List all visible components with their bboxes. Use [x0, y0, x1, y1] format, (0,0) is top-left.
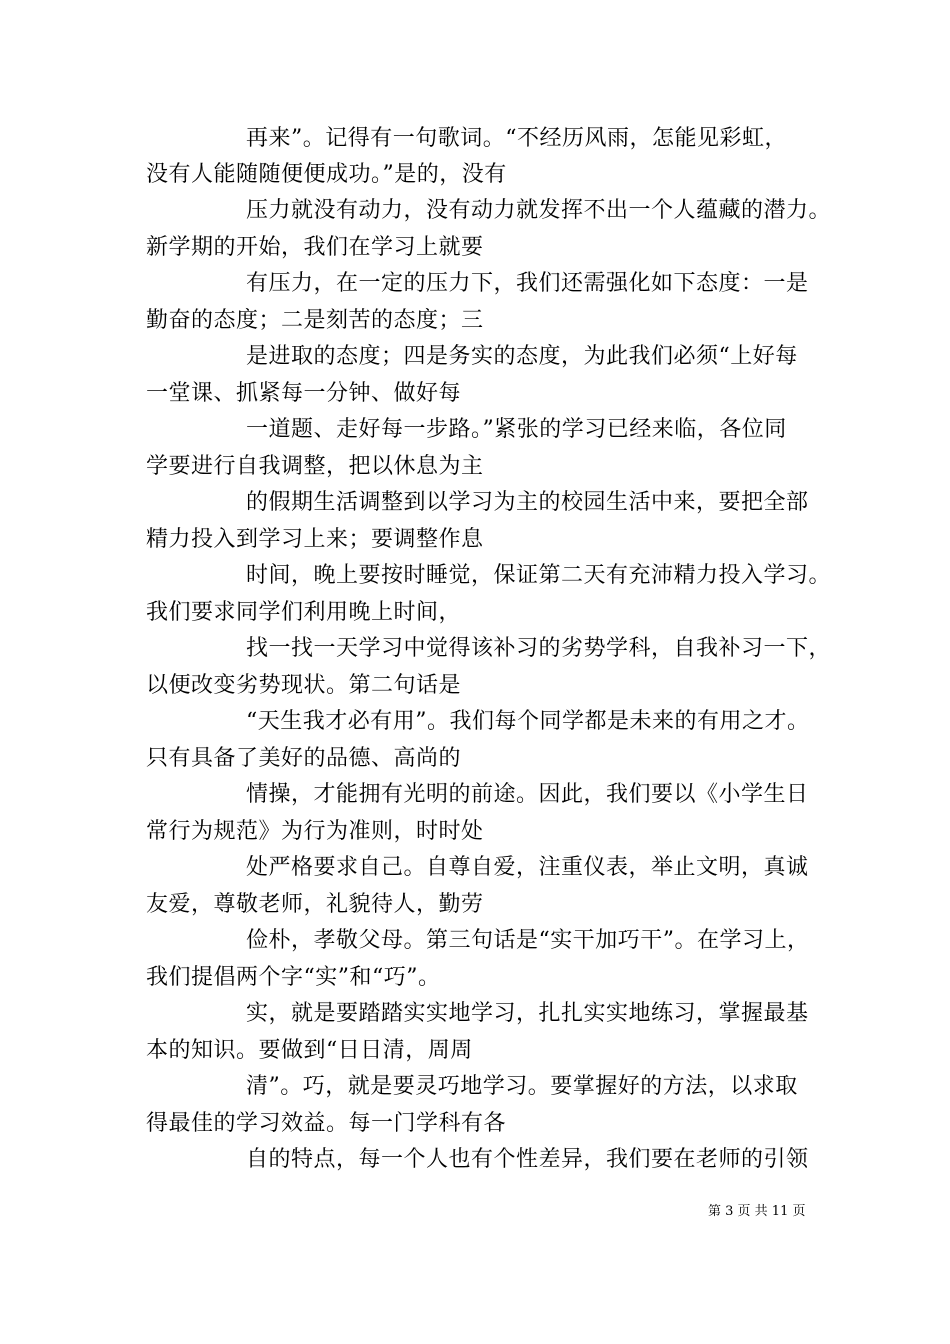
text-line: 友爱，尊敬老师，礼貌待人，勤劳 — [146, 892, 484, 917]
text-line: 处严格要求自己。自尊自爱，注重仪表，举止文明，真诚 — [246, 855, 809, 880]
text-line: 学要进行自我调整，把以休息为主 — [146, 454, 484, 479]
text-line: 一道题、走好每一步路。”紧张的学习已经来临，各位同 — [246, 417, 787, 442]
text-line: 俭朴，孝敬父母。第三句话是“实干加巧干”。在学习上， — [246, 928, 810, 953]
text-line: 以便改变劣势现状。第二句话是 — [146, 673, 462, 698]
page-number-footer: 第 3 页 共 11 页 — [708, 1204, 806, 1219]
text-line: 我们要求同学们利用晚上时间， — [146, 600, 462, 625]
text-line: 清”。巧，就是要灵巧地学习。要掌握好的方法，以求取 — [246, 1074, 798, 1099]
text-line: 没有人能随随便便成功。”是的，没有 — [146, 162, 507, 187]
text-line: 再来”。记得有一句歌词。“不经历风雨，怎能见彩虹， — [246, 126, 787, 151]
text-line: 实，就是要踏踏实实地学习，扎扎实实地练习，掌握最基 — [246, 1001, 809, 1026]
text-line: 新学期的开始，我们在学习上就要 — [146, 235, 484, 260]
text-line: 本的知识。要做到“日日清，周周 — [146, 1038, 473, 1063]
text-line: 只有具备了美好的品德、高尚的 — [146, 746, 462, 771]
text-line: 压力就没有动力，没有动力就发挥不出一个人蕴藏的潜力。 — [246, 198, 832, 223]
text-line: 勤奋的态度；二是刻苦的态度；三 — [146, 308, 484, 333]
text-line: 时间，晚上要按时睡觉，保证第二天有充沛精力投入学习。 — [246, 563, 832, 588]
text-line: 精力投入到学习上来；要调整作息 — [146, 527, 484, 552]
text-line: 得最佳的学习效益。每一门学科有各 — [146, 1111, 507, 1136]
text-line: 一堂课、抓紧每一分钟、做好每 — [146, 381, 462, 406]
text-line: 自的特点，每一个人也有个性差异，我们要在老师的引领 — [246, 1147, 809, 1172]
text-line: “天生我才必有用”。我们每个同学都是未来的有用之才。 — [246, 709, 810, 734]
text-line: 情操，才能拥有光明的前途。因此，我们要以《小学生日 — [246, 782, 809, 807]
text-line: 找一找一天学习中觉得该补习的劣势学科，自我补习一下， — [246, 636, 832, 661]
text-line: 有压力，在一定的压力下，我们还需强化如下态度：一是 — [246, 271, 809, 296]
text-line: 是进取的态度；四是务实的态度，为此我们必须“上好每 — [246, 344, 798, 369]
text-line: 常行为规范》为行为准则，时时处 — [146, 819, 484, 844]
text-line: 我们提倡两个字“实”和“巧”。 — [146, 965, 441, 990]
text-line: 的假期生活调整到以学习为主的校园生活中来，要把全部 — [246, 490, 809, 515]
